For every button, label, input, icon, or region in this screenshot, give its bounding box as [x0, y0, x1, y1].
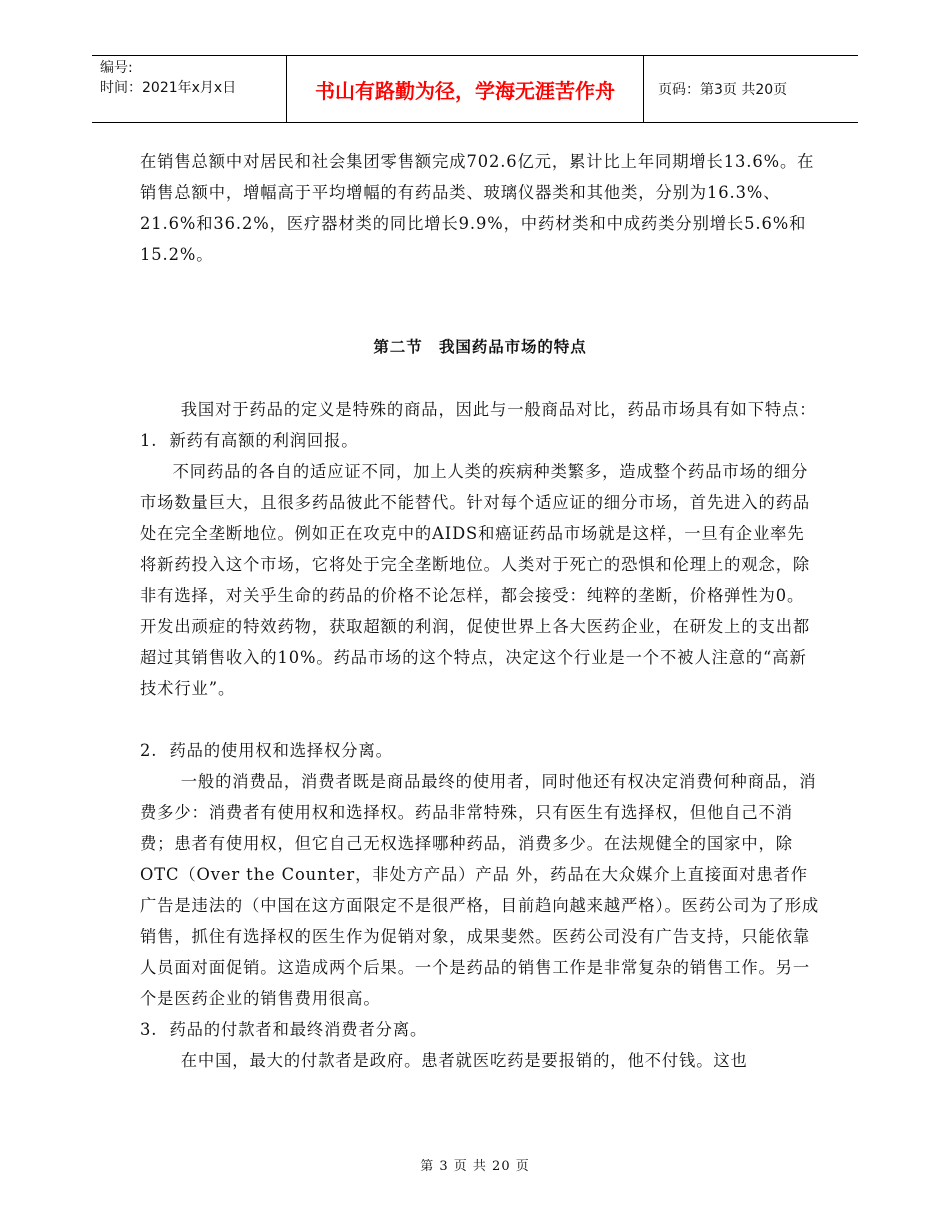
list-item-3: 3. 药品的付款者和最终消费者分离。 — [140, 1020, 428, 1039]
paragraph-sales-summary: 在销售总额中对居民和社会集团零售额完成702.6亿元，累计比上年同期增长13.6%。在销售总额中，增幅高于平均增幅的有药品类、玻璃仪器类和其他类，分别为16.3%、21.6%和36.2%，医疗器材类的同比增长9.9%，中药材类和中成药类分别增长5.6%和15.2%。 — [140, 152, 815, 264]
page-footer: 第 3 页 共 20 页 — [420, 1159, 530, 1174]
list-item-2: 2. 药品的使用权和选择权分离。 — [140, 741, 393, 760]
paragraph-payer: 在中国，最大的付款者是政府。患者就医吃药是要报销的，他不付钱。这也 — [180, 1051, 748, 1070]
paragraph-usage-choice: 一般的消费品，消费者既是商品最终的使用者，同时他还有权决定消费何种商品，消费多少：消费者有使用权和选择权。药品非常特殊，只有医生有选择权，但他自己不消费；患者有使用权，但它自己无权选择哪种药品，消费多少。在法规健全的国家中，除OTC（Over the Counter，非处方产品）产品 外，药品在大众媒介上直接面对患者作广告是违法的（中国在这方面限定不是很严格，目前趋向越来越严格）。医药公司为了形成销售，抓住有选择权的医生作为促销对象，成果斐然。医药公司没有广告支持，只能依靠人员面对面促销。这造成两个后果。一个是药品的销售工作是非常复杂的销售工作。另一个是医药企业的销售费用很高。 — [140, 772, 820, 1008]
header-motto: 书山有路勤为径，学海无涯苦作舟 — [286, 56, 644, 122]
paragraph-new-drug-profit: 不同药品的各自的适应证不同，加上人类的疾病种类繁多，造成整个药品市场的细分市场数量巨大，且很多药品彼此不能替代。针对每个适应证的细分市场，首先进入的药品处在完全垄断地位。例如正在攻克中的AIDS和癌证药品市场就是这样，一旦有企业率先将新药投入这个市场，它将处于完全垄断地位。人类对于死亡的恐惧和伦理上的观念，除非有选择，对关乎生命的药品的价格不论怎样，都会接受：纯粹的垄断，价格弹性为0。开发出顽症的特效药物，获取超额的利润，促使世界上各大医药企业，在研发上的支出都超过其销售收入的10%。药品市场的这个特点，决定这个行业是一个不被人注意的“高新技术行业”。 — [140, 462, 811, 698]
list-item-1: 1. 新药有高额的利润回报。 — [140, 431, 359, 450]
page-header — [92, 55, 858, 123]
document-body — [140, 146, 820, 1076]
header-page-info: 页码：第3页 共20页 — [658, 82, 788, 98]
date-label: 时间：2021年x月x日 — [100, 80, 237, 96]
header-meta — [100, 58, 286, 98]
paragraph-intro: 我国对于药品的定义是特殊的商品，因此与一般商品对比，药品市场具有如下特点： — [180, 400, 817, 419]
section-title: 第二节 我国药品市场的特点 — [373, 338, 587, 356]
serial-number-label: 编号: — [100, 60, 133, 76]
